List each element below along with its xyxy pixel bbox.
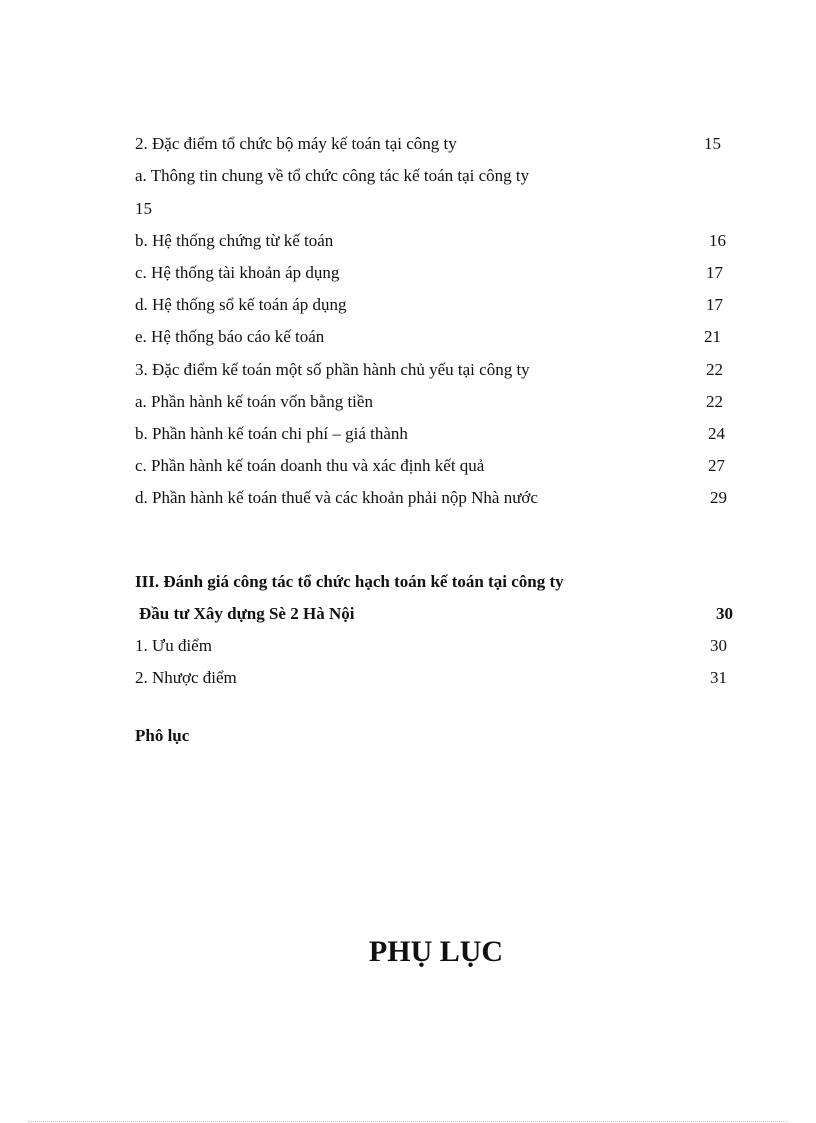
toc-page-number: 21: [704, 327, 721, 346]
toc-entry-2e: e. Hệ thống báo cáo kế toán: [135, 327, 325, 346]
toc-section-3-heading-cont: Đầu tư Xây dựng Sè 2 Hà Nội: [139, 604, 355, 623]
toc-page-number: 16: [709, 231, 726, 250]
toc-entry-disadvantages: 2. Nhược điểm: [135, 668, 237, 687]
toc-entry-2a: a. Thông tin chung về tổ chức công tác kế toán tại công ty: [135, 166, 530, 185]
toc-appendix-entry: Phô lục: [135, 726, 190, 745]
toc-page-number: 17: [706, 263, 723, 282]
toc-entry-2: 2. Đặc điểm tổ chức bộ máy kế toán tại công ty: [135, 134, 457, 153]
toc-page-number: 31: [710, 668, 727, 687]
toc-page-number: 15: [704, 134, 721, 153]
toc-entry-2c: c. Hệ thống tài khoản áp dụng: [135, 263, 340, 282]
toc-entry-advantages: 1. Ưu điểm: [135, 636, 212, 655]
toc-section-3-heading: III. Đánh giá công tác tổ chức hạch toán kế toán tại công ty: [135, 572, 564, 591]
toc-entry-3c: c. Phần hành kế toán doanh thu và xác định kết quả: [135, 456, 485, 475]
toc-entry-3b: b. Phần hành kế toán chi phí – giá thành: [135, 424, 408, 443]
toc-page-number: 24: [708, 424, 725, 443]
toc-page-number: 22: [706, 392, 723, 411]
toc-entry-2a-page: 15: [135, 199, 152, 218]
toc-entry-2b: b. Hệ thống chứng từ kế toán: [135, 231, 334, 250]
toc-page-number: 30: [710, 636, 727, 655]
toc-page-number: 17: [706, 295, 723, 314]
toc-entry-3: 3. Đặc điểm kế toán một số phần hành chủ yếu tại công ty: [135, 360, 530, 379]
toc-entry-2d: d. Hệ thống sổ kế toán áp dụng: [135, 295, 347, 314]
toc-entry-3d: d. Phần hành kế toán thuế và các khoản phải nộp Nhà nước: [135, 488, 538, 507]
page-bottom-divider: [28, 1121, 788, 1122]
toc-page-number: 27: [708, 456, 725, 475]
appendix-title: PHỤ LỤC: [368, 935, 504, 968]
toc-page-number: 30: [716, 604, 733, 623]
toc-page-number: 29: [710, 488, 727, 507]
toc-page-number: 22: [706, 360, 723, 379]
toc-entry-3a: a. Phần hành kế toán vốn bằng tiền: [135, 392, 373, 411]
